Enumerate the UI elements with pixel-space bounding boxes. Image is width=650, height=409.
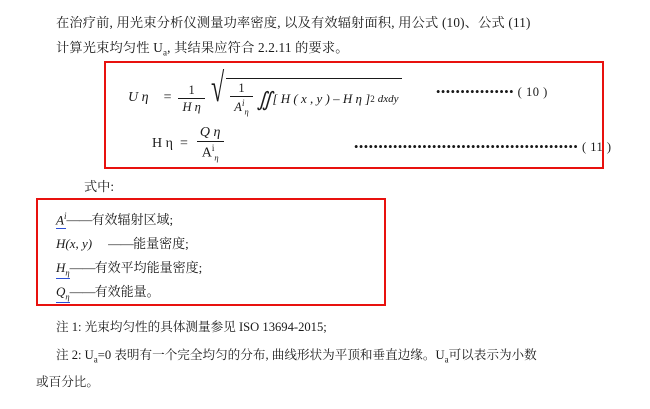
note-2-d: 或百分比。 (36, 374, 99, 389)
note-2-c: 可以表示为小数 (448, 348, 537, 362)
formula-10-expression: [ H ( x , y ) – H η ] (272, 91, 371, 107)
note-1: 注 1: 光束均匀性的具体测量参见 ISO 13694-2015; (56, 320, 327, 334)
formula-10-outer-numerator: 1 (188, 82, 195, 97)
definition-item-3 (56, 257, 202, 279)
definition-4-symbol (56, 284, 70, 303)
definition-4-symbol-sub: η (65, 291, 70, 302)
note-2-b: =0 表明有一个完全均匀的分布, 曲线形状为平顶和垂直边缘。U (97, 348, 445, 362)
formula-11-numerator: Q η (199, 124, 221, 140)
formula-10-inner-denominator (230, 96, 252, 117)
formula-11-leader: •••••••••••••••••••••••••••••••••••••••••••••• (354, 140, 579, 154)
formula-10-expression-exponent: 2 (370, 94, 375, 105)
formula-10-leader-and-number (436, 85, 548, 100)
intro-line-1: 在治疗前, 用光束分析仪测量功率密度, 以及有效辐射面积, 用公式 (10)、公式 (11) (56, 15, 531, 30)
definition-4-text: 有效能量。 (94, 284, 160, 299)
formula-10-equals: = (163, 90, 172, 105)
definition-3-symbol-sub: η (65, 267, 70, 278)
note-2-a: 注 2: U (56, 348, 94, 362)
formula-10-square-root (210, 66, 402, 118)
definition-item-4 (56, 281, 160, 303)
formula-10-outer-denominator: H η (178, 98, 204, 114)
definition-3-symbol (56, 260, 70, 279)
double-integral-icon: ∬ (256, 88, 270, 111)
formula-11-den-sup: i (211, 143, 215, 154)
intro-paragraph (56, 10, 636, 66)
intro-line-2-subscript: a (162, 47, 168, 58)
definition-1-symbol-sup: i (63, 210, 67, 221)
definition-1-symbol-base: A (56, 212, 64, 227)
formula-10-outer-fraction (178, 83, 204, 114)
formula-11-lhs: H η (152, 136, 173, 151)
formula-11-den-sub: η (214, 152, 219, 163)
definition-1-text: 有效辐射区域; (91, 212, 174, 227)
definition-2-text: 能量密度; (133, 236, 189, 251)
definition-3-text: 有效平均能量密度; (94, 260, 203, 275)
formula-11-number: ( 11 ) (581, 140, 612, 154)
formula-10-inner-den-sup: i (241, 98, 245, 109)
formula-11 (152, 125, 225, 163)
formula-10-lhs: U η (128, 90, 149, 105)
formula-11-fraction (195, 125, 226, 164)
formula-10-leader: •••••••••••••••• (436, 85, 515, 99)
definition-3-dash: —— (69, 260, 95, 275)
formula-11-leader-and-number (354, 140, 612, 155)
where-label: 式中: (84, 179, 115, 194)
formula-10-differential: dxdy (377, 93, 399, 106)
formula-10-radicand (226, 78, 401, 117)
definition-item-2 (56, 233, 189, 252)
definition-2-symbol: H(x, y) (56, 236, 93, 251)
note-2 (36, 344, 636, 393)
formula-11-denominator (197, 141, 224, 163)
formula-10 (128, 66, 402, 119)
definition-4-symbol-base: Q (56, 284, 66, 299)
definitions-highlight-box (36, 198, 386, 306)
formula-highlight-box (104, 61, 612, 169)
formula-10-inner-fraction (230, 81, 252, 117)
definition-3-symbol-base: H (56, 260, 66, 275)
formula-11-equals: = (179, 136, 188, 151)
formula-10-number: ( 10 ) (517, 85, 548, 99)
definition-1-symbol (56, 211, 66, 229)
intro-line-2-a: 计算光束均匀性 U (56, 40, 163, 55)
definition-1-dash: —— (66, 212, 92, 227)
formula-10-inner-den-base: A (234, 100, 242, 115)
radical-icon: √ (210, 66, 225, 111)
definition-item-1 (56, 209, 173, 229)
formula-11-den-base: A (201, 146, 212, 162)
note-2-sub-1: a (93, 354, 98, 365)
formula-10-inner-numerator: 1 (238, 81, 245, 96)
definition-4-dash: —— (69, 284, 95, 299)
definition-2-dash: —— (108, 236, 134, 251)
intro-line-2-b: , 其结果应符合 2.2.11 的要求。 (167, 40, 349, 55)
formula-10-inner-den-sub: η (244, 107, 249, 118)
note-2-sub-2: a (444, 354, 449, 365)
